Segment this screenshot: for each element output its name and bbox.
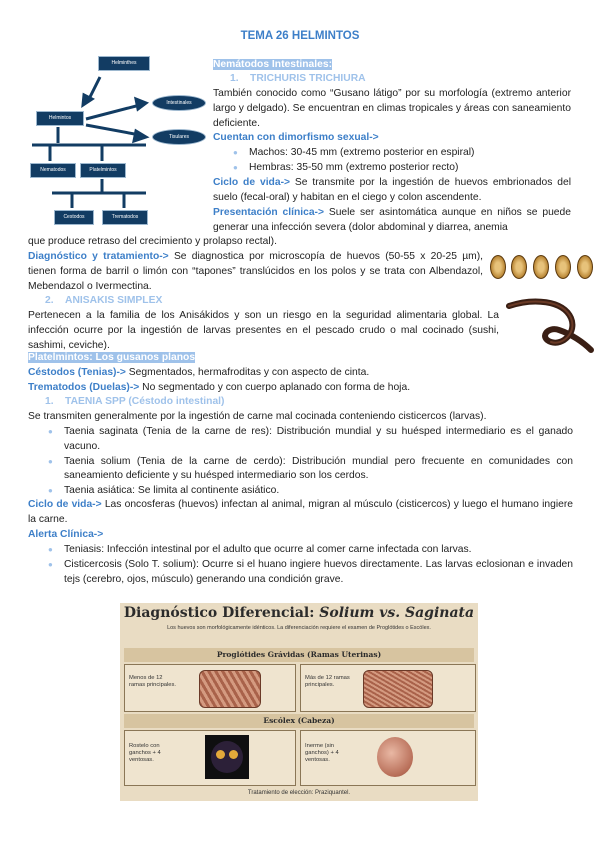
diagnostico-trichuris: Diagnóstico y tratamiento-> Se diagnostica por microscopía de huevos (50-55 x 20-25 µm), tienen forma de barril o limón con “tapones” translúcidos en los polos y se trata con Albendazol, Mebendazol o Ivermectina. bbox=[28, 251, 484, 292]
cestodos-line: Céstodos (Tenias)-> Segmentados, hermafroditas y con aspecto de cinta. bbox=[28, 367, 370, 378]
list-item: ● Taenia solium (Tenia de la carne de cerdo): Distribución mundial pero frecuente en comunidades con saneamiento deficiente y su huésped intermediario son los cerdos. bbox=[28, 455, 573, 485]
list-item: ● Teniasis: Infección intestinal por el adulto que ocurre al comer carne infectada con larvas. bbox=[28, 543, 573, 558]
ddx-footer: Tratamiento de elección: Praziquantel. bbox=[247, 790, 351, 796]
ddx-section-escolex: Escólex (Cabeza) bbox=[124, 714, 474, 728]
list-item: ● Machos: 30-45 mm (extremo posterior en espiral) bbox=[213, 146, 571, 161]
trichuris-subheading: 1. TRICHURIS TRICHIURA bbox=[230, 73, 366, 84]
alerta-clinica-label: Alerta Clínica-> bbox=[28, 529, 104, 540]
taenia-subheading: 1. TAENIA SPP (Céstodo intestinal) bbox=[45, 396, 225, 407]
presentacion-clinica-a: Presentación clínica-> Suele ser asintomática aunque en niños se puede generar una infección severa (dolor abdominal y diarrea, anemia bbox=[213, 207, 571, 233]
diagram-connectors bbox=[28, 55, 208, 231]
anisakis-subheading: 2. ANISAKIS SIMPLEX bbox=[45, 295, 163, 306]
helminth-classification-diagram bbox=[28, 55, 208, 231]
page-title: TEMA 26 HELMINTOS bbox=[240, 30, 360, 42]
ciclo-trichuris: Ciclo de vida-> Se transmite por la ingestión de huevos embrionados del suelo (fecal-oral) y habitan en el ciego y colon ascendente. bbox=[213, 177, 571, 203]
scolex-image bbox=[377, 737, 413, 777]
diagram-node-tisulares: Tisulares bbox=[152, 129, 206, 145]
list-item: ● Taenia asiática: Se limita al continente asiático. bbox=[28, 484, 573, 499]
ddx-subtitle: Los huevos son morfológicamente idénticos. La diferenciación requiere el examen de Proglótides o Escólex. bbox=[167, 625, 431, 631]
trematodos-line: Trematodos (Duelas)-> No segmentado y con cuerpo aplanado con forma de hoja. bbox=[28, 382, 411, 393]
dimorfismo-label: Cuentan con dimorfismo sexual-> bbox=[213, 132, 379, 143]
diagram-node-nematodos: Nematodos bbox=[30, 163, 76, 178]
list-item: ● Cisticercosis (Solo T. solium): Ocurre si el huano ingiere huevos directamente. Las larvas eclosionan e invaden tejs (cerebro, ojos, músculo) generando una condición grave. bbox=[28, 558, 573, 588]
ddx-panel-saginata-escolex: Inerme (sin ganchos) + 4 ventosas. bbox=[300, 730, 476, 786]
ddx-title: Diagnóstico Diferencial: Solium vs. Saginata bbox=[123, 605, 475, 621]
diagram-node-helmintos: Helmintos bbox=[36, 111, 84, 126]
diagram-node-trematodos: Trematodos bbox=[102, 210, 148, 225]
diagram-node-intestinales: Intestinales bbox=[152, 95, 206, 111]
anisakis-text: Pertenecen a la familia de los Anisákidos y son un riesgo en la seguridad alimentaria global. La infección ocurre por la ingestión de larvas presentes en el pescado crudo o mal cocinado (sushi, sashimi, ceviche). bbox=[28, 310, 499, 351]
diagram-node-top: Helminthes bbox=[98, 56, 150, 71]
list-item: ● Taenia saginata (Tenia de la carne de res): Distribución mundial y su huésped intermediario es el ganado vacuno. bbox=[28, 425, 573, 455]
differential-diagnosis-image bbox=[120, 603, 478, 801]
presentacion-clinica-b: que produce retraso del crecimiento y prolapso rectal). bbox=[28, 236, 277, 247]
trichuris-intro: También conocido como “Gusano látigo” por su morfología (extremo anterior largo y delgado). Se encuentran en climas tropicales y áreas con saneamiento deficiente. bbox=[213, 88, 571, 129]
ciclo-taenia: Ciclo de vida-> Las oncosferas (huevos) infectan al animal, migran al músculo (cisticercos) y luego el humano ingiere la carne. bbox=[28, 499, 573, 525]
diagram-node-platelmintos: Platelmintos bbox=[80, 163, 126, 178]
ddx-panel-solium-escolex: Rostelo con ganchos + 4 ventosas. bbox=[124, 730, 296, 786]
diagram-node-cestodos: Cestodos bbox=[54, 210, 94, 225]
taenia-intro: Se transmiten generalmente por la ingestión de carne mal cocinada conteniendo cisticercos (larvas). bbox=[28, 411, 487, 422]
ddx-panel-solium-proglotide: Menos de 12 ramas principales. bbox=[124, 664, 296, 712]
nematodos-heading: Nemátodos Intestinales: bbox=[213, 59, 333, 70]
platelmintos-heading: Platelmintos: Los gusanos planos bbox=[28, 352, 196, 363]
proglottid-image bbox=[363, 670, 433, 708]
ddx-panel-saginata-proglotide: Más de 12 ramas principales. bbox=[300, 664, 476, 712]
ddx-section-proglotides: Proglótides Grávidas (Ramas Uterinas) bbox=[124, 648, 474, 662]
anisakis-worm-image bbox=[503, 296, 595, 354]
proglottid-image bbox=[199, 670, 261, 708]
scolex-image bbox=[205, 735, 249, 779]
list-item: ● Hembras: 35-50 mm (extremo posterior recto) bbox=[213, 161, 571, 176]
